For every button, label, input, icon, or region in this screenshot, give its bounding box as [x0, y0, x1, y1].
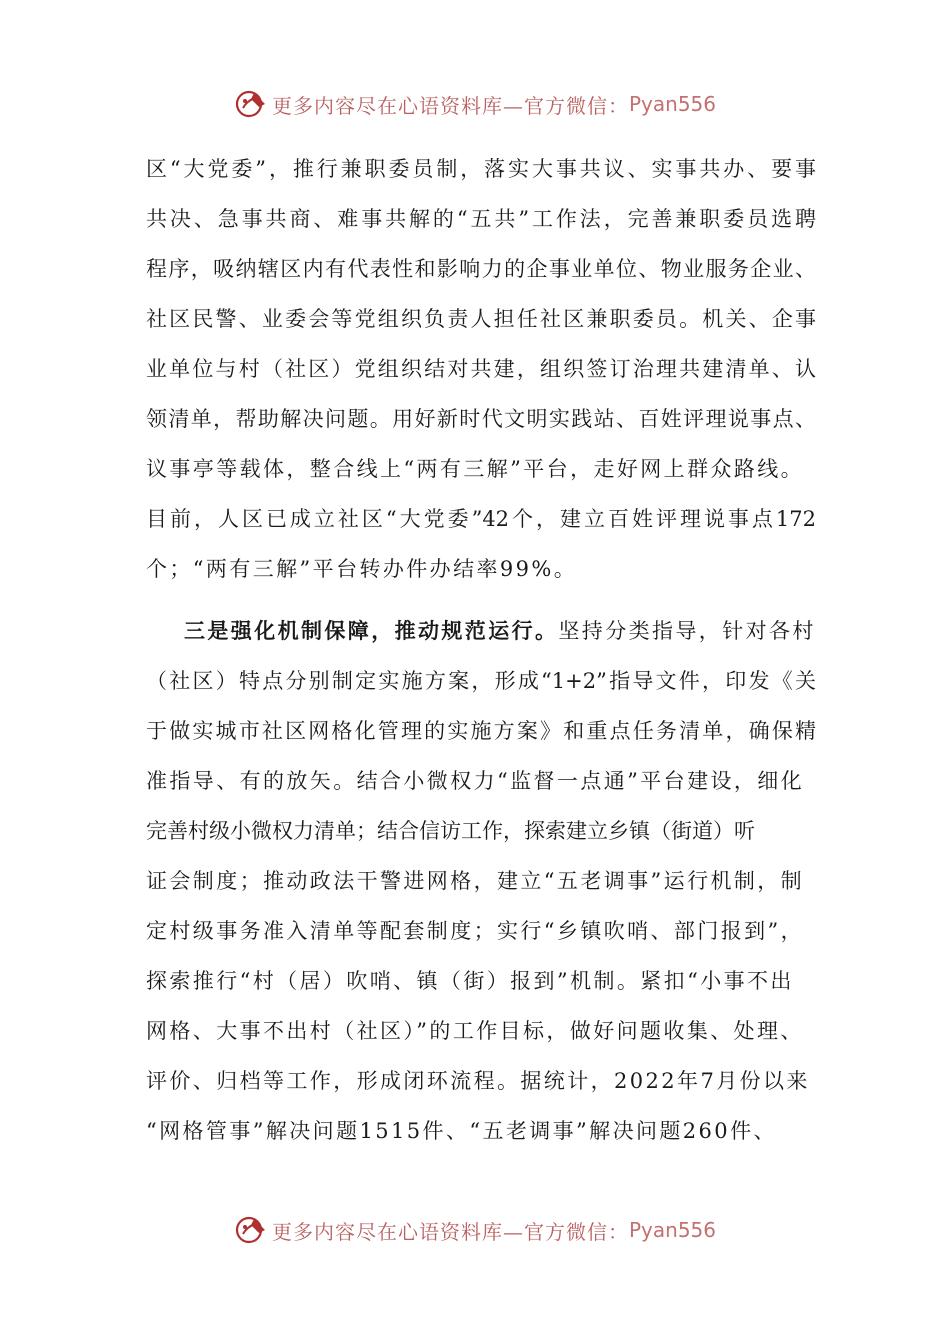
paragraph-line: （社区）特点分别制定实施方案，形成“1+2”指导文件，印发《关: [146, 669, 816, 693]
paragraph-line: 探索推行“村（居）吹哨、镇（街）报到”机制。紧扣“小事不出: [146, 969, 794, 993]
paragraph-line: 程序，吸纳辖区内有代表性和影响力的企事业单位、物业服务企业、: [146, 257, 816, 281]
watermark-text: 更多内容尽在心语资料库—官方微信：: [271, 93, 629, 118]
paragraph-line: 于做实城市社区网格化管理的实施方案》和重点任务清单，确保精: [146, 719, 816, 743]
section-heading: 三是强化机制保障，推动规范运行。: [184, 618, 559, 643]
paragraph-line: 业单位与村（社区）党组织结对共建，组织签订治理共建清单、认: [146, 357, 816, 381]
paragraph-line: 共决、急事共商、难事共解的“五共”工作法，完善兼职委员选聘: [146, 207, 816, 231]
paragraph-line: 评价、归档等工作，形成闭环流程。据统计，2022年7月份以来: [146, 1069, 810, 1093]
paragraph-line: 证会制度；推动政法干警进网格，建立“五老调事”运行机制，制: [146, 869, 805, 893]
section-text: 坚持分类指导，针对各村: [558, 619, 816, 643]
watermark-text: 更多内容尽在心语资料库—官方微信：: [271, 1219, 629, 1244]
watermark-wechat: Pyan556: [628, 92, 716, 116]
paragraph-line: 准指导、有的放矢。结合小微权力“监督一点通”平台建设，细化: [146, 769, 805, 793]
header-watermark: [0, 84, 950, 124]
pen-logo-icon: [234, 1213, 268, 1247]
paragraph-line: 完善村级小微权力清单；结合信访工作，探索建立乡镇（街道）听: [146, 819, 755, 843]
footer-watermark: [0, 1210, 950, 1250]
paragraph-first-line: [184, 616, 816, 646]
paragraph-line: 定村级事务准入清单等配套制度；实行“乡镇吹哨、部门报到”，: [146, 919, 805, 943]
paragraph-line: 目前，人区已成立社区“大党委”42个，建立百姓评理说事点172: [146, 507, 816, 531]
paragraph-line: 社区民警、业委会等党组织负责人担任社区兼职委员。机关、企事: [146, 307, 816, 331]
watermark-wechat: Pyan556: [628, 1218, 716, 1242]
paragraph-line: 议事亭等载体，整合线上“两有三解”平台，走好网上群众路线。: [146, 457, 805, 481]
pen-logo-icon: [234, 87, 268, 121]
paragraph-line: 网格、大事不出村（社区）”的工作目标，做好问题收集、处理、: [146, 1019, 804, 1043]
paragraph-line: “网格管事”解决问题1515件、“五老调事”解决问题260件、: [146, 1119, 777, 1143]
paragraph-line: 领清单，帮助解决问题。用好新时代文明实践站、百姓评理说事点、: [146, 407, 816, 431]
paragraph-line: 区“大党委”，推行兼职委员制，落实大事共议、实事共办、要事: [146, 157, 816, 181]
paragraph-line: 个；“两有三解”平台转办件办结率99%。: [146, 557, 578, 581]
